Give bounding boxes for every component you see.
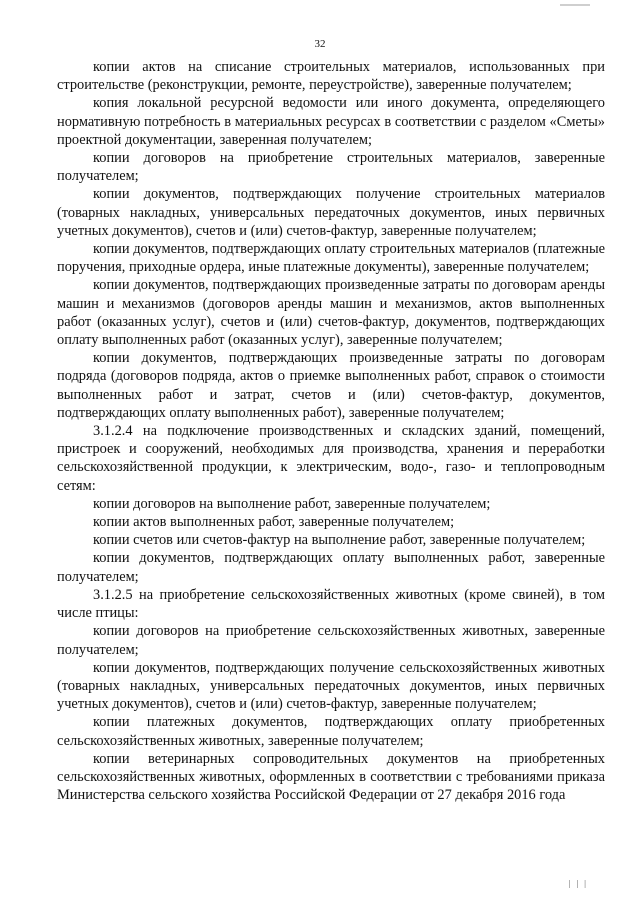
paragraph: копии договоров на приобретение строительных материалов, заверенные получателем; — [57, 150, 605, 185]
paragraph: копии ветеринарных сопроводительных документов на приобретенных сельскохозяйственных животных, оформленных в соответствии с требованиями приказа Министерства сельского хозяйства Российской Федерации от 27 декабря 2016 года — [57, 750, 605, 804]
paragraph: копии документов, подтверждающих оплату выполненных работ, заверенные получателем; — [57, 550, 605, 585]
paragraph: копии документов, подтверждающих получение строительных материалов (товарных накладных, универсальных передаточных документов, иных первичных учетных документов), счетов и (или) счетов-фактур, заверенные получателем; — [57, 186, 605, 239]
scan-edge-mark — [560, 4, 590, 6]
paragraph: копии документов, подтверждающих получение сельскохозяйственных животных (товарных накладных, универсальных передаточных документов, иных первичных учетных документов), счетов и (или) счетов-фактур, заверенные получателем; — [57, 659, 605, 713]
paragraph: копии актов выполненных работ, заверенные получателем; — [93, 514, 455, 531]
paragraph: копии документов, подтверждающих оплату строительных материалов (платежные поручения, приходные ордера, иные платежные документы), заверенные получателем; — [57, 241, 605, 276]
section-heading-3-1-2-5: 3.1.2.5 на приобретение сельскохозяйственных животных (кроме свиней), в том числе птицы: — [57, 586, 605, 622]
footer-scan-mark: | | | — [569, 879, 588, 888]
paragraph: копии документов, подтверждающих произведенные затраты по договорам аренды машин и механизмов (договоров аренды машин и механизмов, актов выполненных работ (оказанных услуг), счетов и (или) счетов-фактур, документов, подтверждающих оплату выполненных работ (оказанных услуг), заверенные получателем; — [57, 277, 605, 349]
paragraph: копии документов, подтверждающих произведенные затраты по договорам подряда (договоров подряда, актов о приемке выполненных работ, справок о стоимости выполненных работ и затрат, счетов и (или) счетов-фактур, документов, подтверждающих оплату выполненных работ), заверенные получателем; — [57, 350, 605, 421]
paragraph: копии актов на списание строительных материалов, использованных при строительстве (реконструкции, ремонте, переустройстве), заверенные получателем; — [57, 59, 605, 94]
paragraph: копии платежных документов, подтверждающих оплату приобретенных сельскохозяйственных животных, заверенные получателем; — [57, 714, 605, 749]
document-body — [57, 58, 605, 804]
paragraph: копии договоров на приобретение сельскохозяйственных животных, заверенные получателем; — [57, 623, 605, 658]
paragraph: копия локальной ресурсной ведомости или иного документа, определяющего нормативную потребность в материальных ресурсах в соответствии с разделом «Сметы» проектной документации, заверенная получателем; — [57, 95, 605, 148]
paragraph: копии договоров на выполнение работ, заверенные получателем; — [93, 495, 491, 512]
section-heading-3-1-2-4: 3.1.2.4 на подключение производственных и складских зданий, помещений, пристроек и сооружений, необходимых для производства, хранения и переработки сельскохозяйственной продукции, к электрическим, водо-, газо- и теплопроводным сетям: — [57, 423, 605, 494]
page-number: 32 — [314, 38, 326, 50]
paragraph: копии счетов или счетов-фактур на выполнение работ, заверенные получателем; — [93, 532, 586, 549]
